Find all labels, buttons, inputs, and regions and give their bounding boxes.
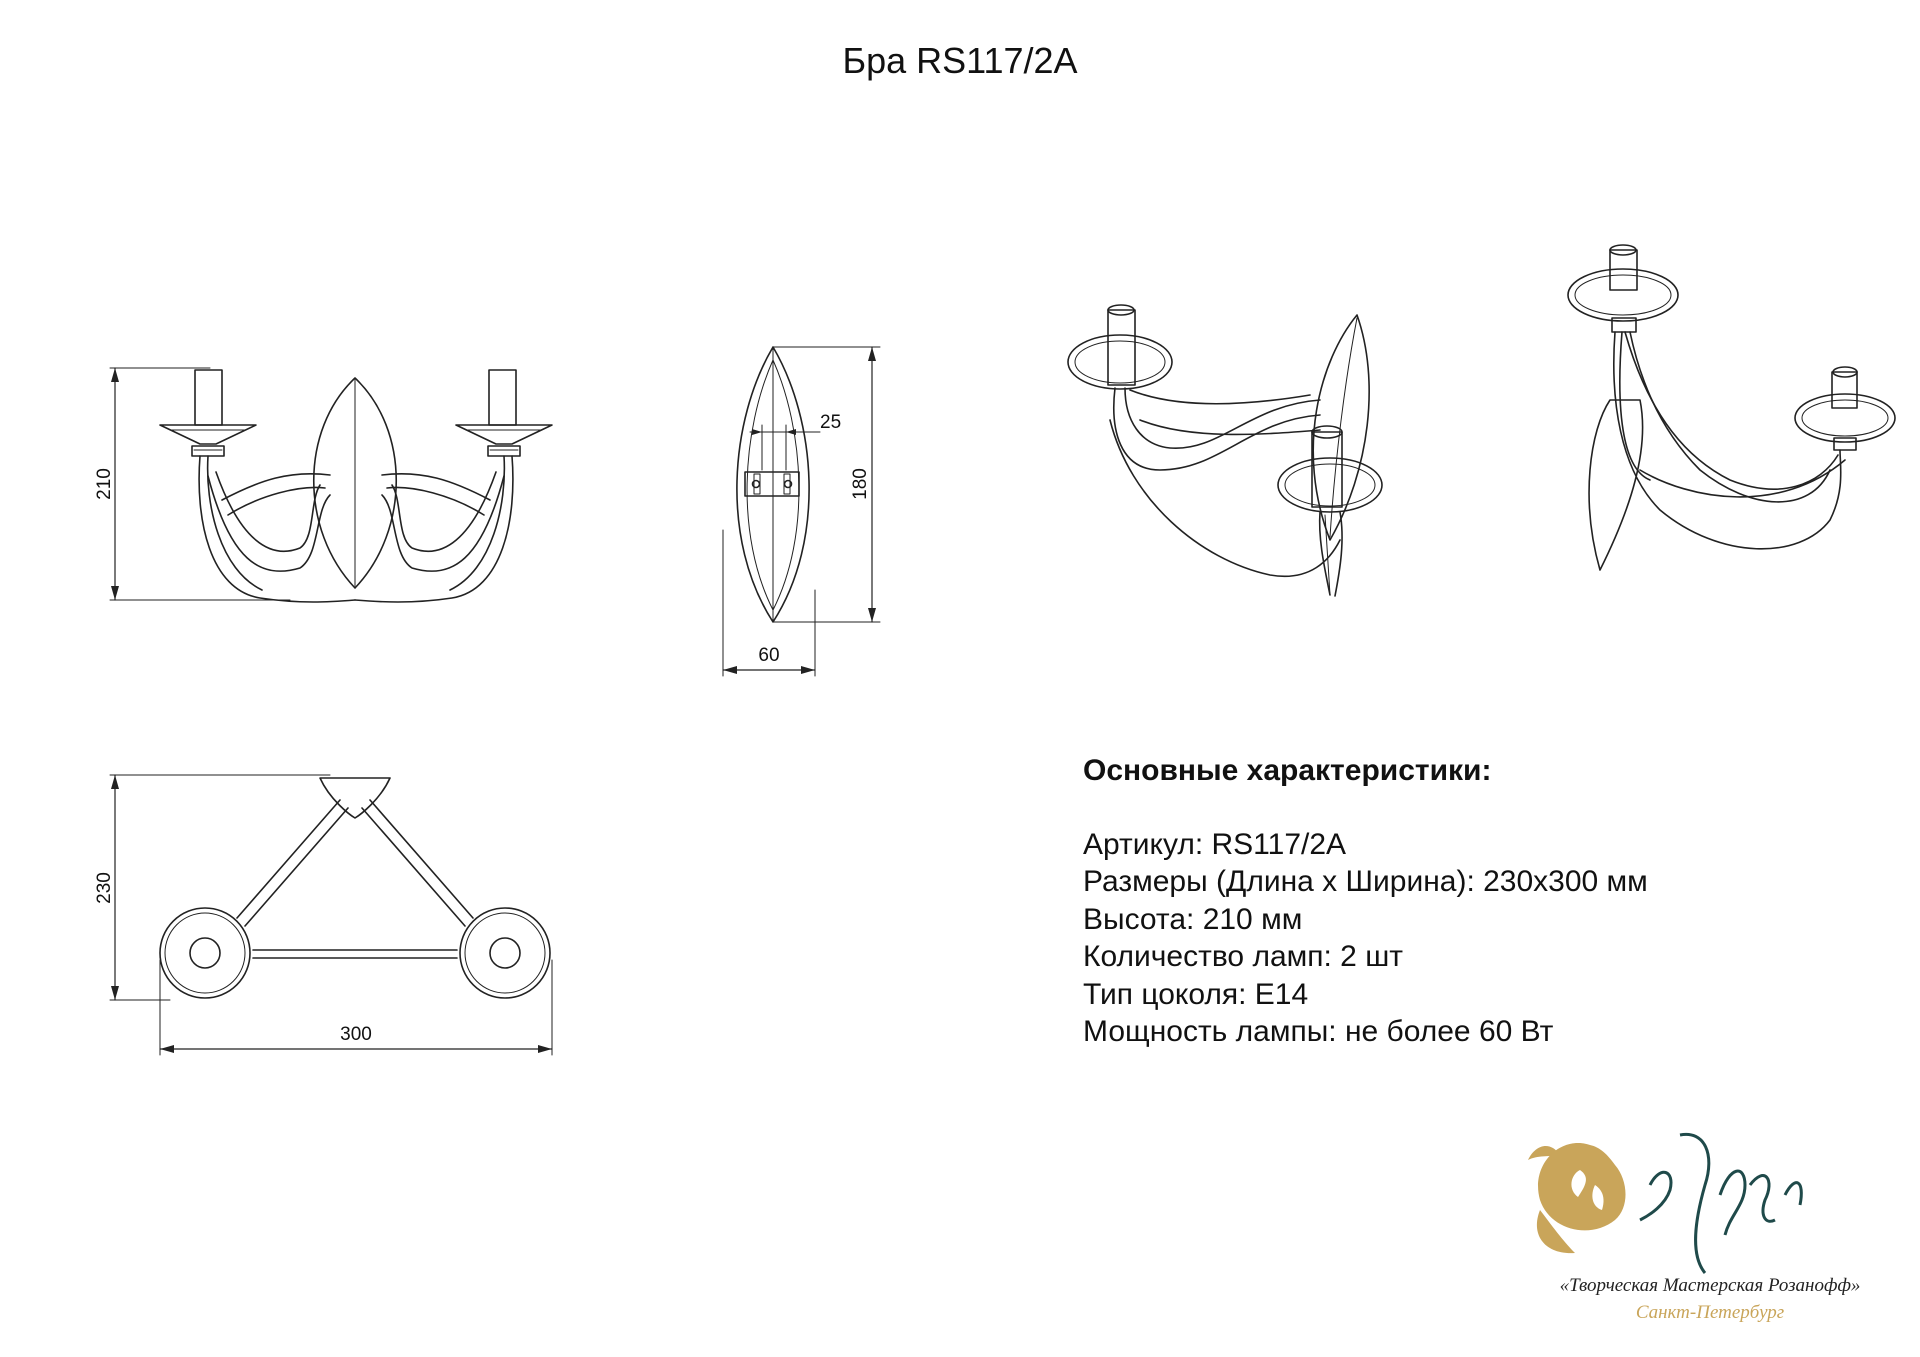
top-view: [94, 775, 552, 1055]
specifications: [1083, 752, 1648, 1051]
dim-front-height: 210: [94, 468, 115, 500]
rose-icon: [1528, 1143, 1626, 1253]
spec-row-size: Размеры (Длина х Ширина): 230х300 мм: [1083, 865, 1648, 898]
page-title: Бра RS117/2A: [842, 40, 1078, 81]
spec-row-article: Артикул: RS117/2A: [1083, 827, 1347, 861]
brand-caption: «Творческая Мастерская Розанофф»: [1559, 1275, 1861, 1296]
dim-side-height: 180: [850, 468, 871, 500]
front-view: [94, 368, 552, 602]
dim-side-width: 60: [758, 645, 780, 666]
specs-heading: Основные характеристики:: [1083, 754, 1492, 787]
brand-city: Санкт-Петербург: [1635, 1302, 1785, 1323]
spec-row-lamps: Количество ламп: 2 шт: [1083, 940, 1403, 973]
spec-row-height: Высота: 210 мм: [1083, 902, 1303, 936]
isometric-view-left: [1068, 305, 1382, 596]
spec-row-power: Мощность лампы: не более 60 Вт: [1083, 1015, 1554, 1048]
dim-mount-spacing: 25: [820, 412, 842, 433]
spec-row-socket: Тип цоколя: E14: [1083, 977, 1309, 1011]
isometric-view-right: [1568, 245, 1895, 570]
dim-top-width: 300: [340, 1024, 372, 1045]
signature-icon: [1640, 1134, 1801, 1273]
dim-top-depth: 230: [94, 872, 115, 904]
side-view: [723, 347, 880, 676]
